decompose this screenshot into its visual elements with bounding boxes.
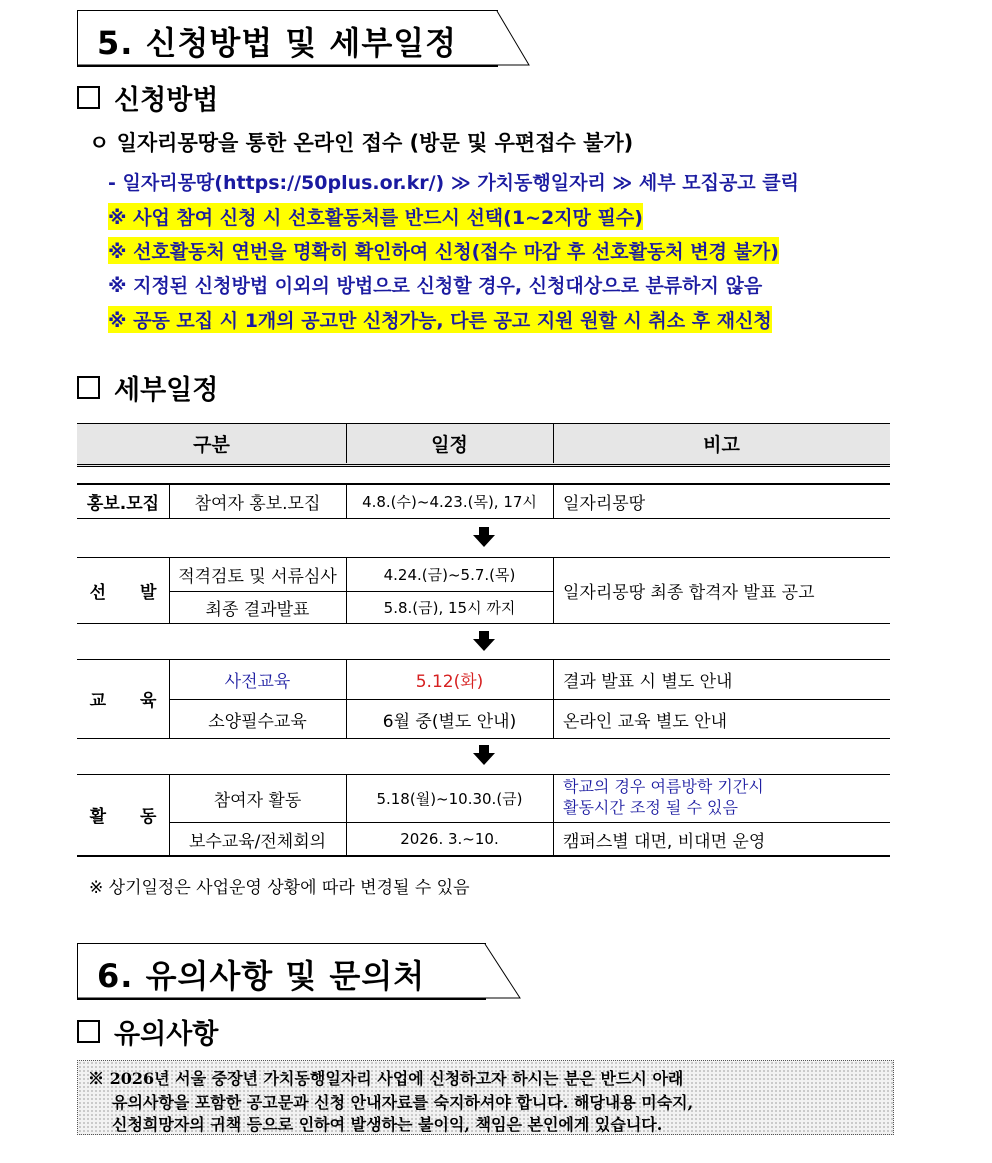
table-row-note: 캠퍼스별 대면, 비대면 운영 xyxy=(563,831,766,852)
section5-title: 5. 신청방법 및 세부일정 xyxy=(97,24,458,62)
table-row-item: 참여자 홍보.모집 xyxy=(194,493,321,514)
table-row-date: 6월 중(별도 안내) xyxy=(382,711,517,732)
down-arrow-icon xyxy=(473,631,495,651)
checkbox-square-icon xyxy=(77,86,100,109)
application-note-4: ※ 공동 모집 시 1개의 공고만 신청가능, 다른 공고 지원 원할 시 취소 후 재신청 xyxy=(108,306,772,333)
table-row-note: 학교의 경우 여름방학 기간시 활동시간 조정 될 수 있음 xyxy=(563,777,764,817)
column-header-date: 일정 xyxy=(431,433,468,456)
column-header-category: 구분 xyxy=(193,433,230,456)
table-row-item: 보수교육/전체회의 xyxy=(188,831,327,852)
notice-line-3: 신청희망자의 귀책 등으로 인하여 발생하는 불이익, 책임은 본인에게 있습니다. xyxy=(112,1115,663,1134)
table-row-date: 5.12(화) xyxy=(415,672,484,692)
table-row-date: 5.8.(금), 15시 까지 xyxy=(383,599,516,617)
table-row-item: 참여자 활동 xyxy=(213,791,302,811)
table-row-note: 온라인 교육 별도 안내 xyxy=(563,711,728,732)
application-note-3: ※ 지정된 신청방법 이외의 방법으로 신청할 경우, 신청대상으로 분류하지 않음 xyxy=(108,275,763,297)
section6-title: 6. 유의사항 및 문의처 xyxy=(97,957,426,995)
application-note-2: ※ 선호활동처 연번을 명확히 확인하여 신청(접수 마감 후 선호활동처 변경 불가) xyxy=(108,237,779,264)
notice-box xyxy=(77,1060,894,1135)
schedule-heading: 세부일정 xyxy=(77,368,218,407)
category-selection: 선 발 xyxy=(89,582,157,603)
table-row-item: 적격검토 및 서류심사 xyxy=(178,567,337,587)
notice-line-2: 유의사항을 포함한 공고문과 신청 안내자료를 숙지하셔야 합니다. 해당내용 미숙지, xyxy=(112,1093,694,1112)
table-row-date: 2026. 3.~10. xyxy=(400,830,499,848)
application-heading: 신청방법 xyxy=(77,78,218,117)
down-arrow-icon xyxy=(473,527,495,547)
checkbox-square-icon xyxy=(77,376,100,399)
column-header-note: 비고 xyxy=(703,433,740,456)
category-activity: 활 동 xyxy=(89,807,157,827)
down-arrow-icon xyxy=(473,745,495,765)
table-row-item: 소양필수교육 xyxy=(208,711,307,732)
application-note-1: ※ 사업 참여 신청 시 선호활동처를 반드시 선택(1~2지망 필수) xyxy=(108,203,643,230)
table-row-item: 사전교육 xyxy=(224,672,291,692)
table-row-note: 결과 발표 시 별도 안내 xyxy=(563,672,733,692)
application-path-line: - 일자리몽땅(https://50plus.or.kr/) ≫ 가치동행일자리 ≫ 세부 모집공고 클릭 xyxy=(108,172,799,194)
checkbox-square-icon xyxy=(77,1020,100,1043)
application-method-line: ㅇ 일자리몽땅을 통한 온라인 접수 (방문 및 우편접수 불가) xyxy=(89,131,634,155)
notice-heading: 유의사항 xyxy=(77,1012,218,1051)
table-row-date: 4.24.(금)~5.7.(목) xyxy=(383,566,516,584)
notice-line-1: ※ 2026년 서울 중장년 가치동행일자리 사업에 신청하고자 하시는 분은 반드시 아래 xyxy=(88,1069,684,1088)
schedule-footnote: ※ 상기일정은 사업운영 상황에 따라 변경될 수 있음 xyxy=(89,878,470,898)
category-promotion: 홍보.모집 xyxy=(86,493,160,514)
table-row-date: 5.18(월)~10.30.(금) xyxy=(376,790,523,808)
category-education: 교 육 xyxy=(89,691,157,711)
section5-header xyxy=(77,10,533,66)
table-row-note: 일자리몽땅 최종 합격자 발표 공고 xyxy=(563,582,815,603)
table-row-date: 4.8.(수)~4.23.(목), 17시 xyxy=(362,492,537,511)
table-row-item: 최종 결과발표 xyxy=(205,600,310,620)
section6-header xyxy=(77,943,525,999)
table-row-note: 일자리몽땅 xyxy=(563,493,646,514)
